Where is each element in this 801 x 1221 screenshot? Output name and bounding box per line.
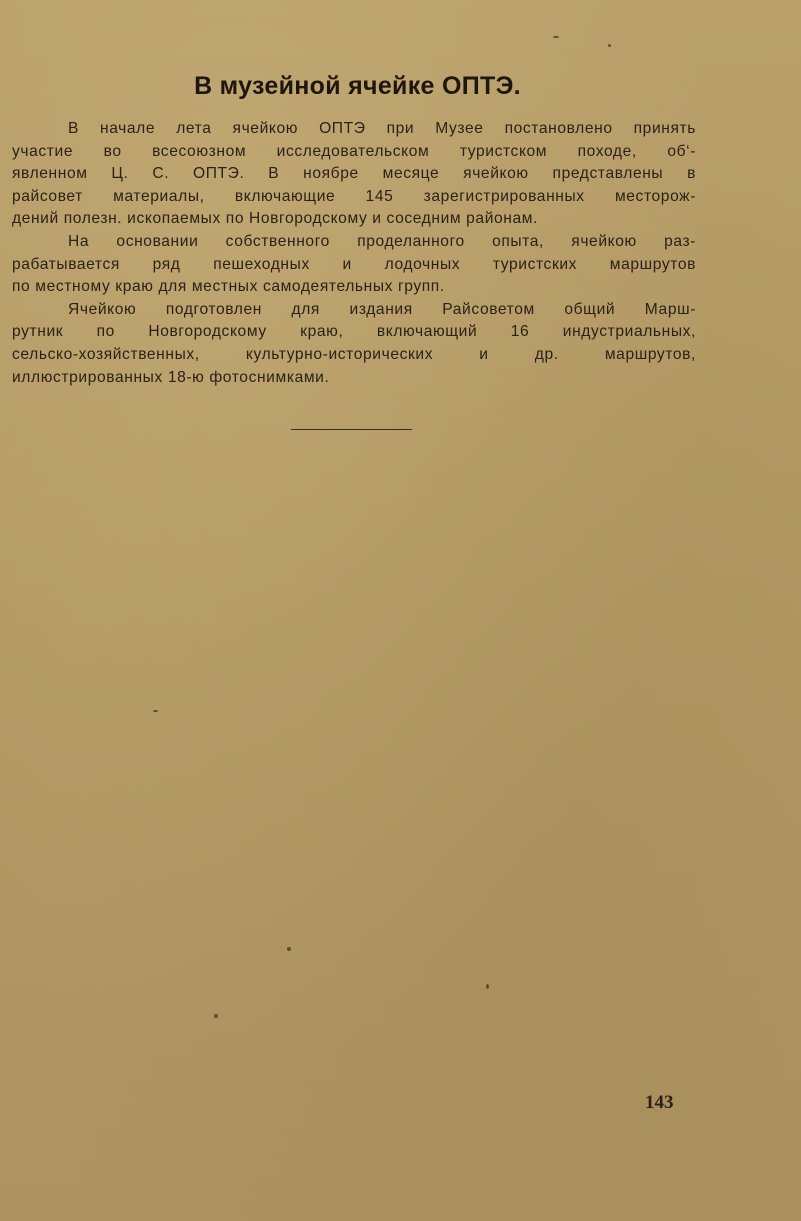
print-speck bbox=[287, 947, 291, 951]
text-line: рутник по Новгородскому краю, включающий 16 индустриальных, bbox=[12, 323, 696, 341]
text-line: Ячейкою подготовлен для издания Райсоветом общий Марш- bbox=[68, 300, 696, 318]
text-line: На основании собственного проделанного опыта, ячейкою раз- bbox=[68, 232, 696, 250]
text-line: сельско-хозяйственных, культурно-исторических и др. маршрутов, bbox=[12, 345, 696, 363]
print-speck bbox=[553, 36, 559, 38]
text-line: В начале лета ячейкою ОПТЭ при Музее постановлено принять bbox=[68, 120, 696, 137]
text-line: по местному краю для местных самодеятельных групп. bbox=[12, 278, 445, 296]
print-speck bbox=[486, 984, 489, 989]
page-number: 143 bbox=[645, 1092, 674, 1113]
text-line: рабатывается ряд пешеходных и лодочных туристских маршрутов bbox=[12, 255, 696, 273]
text-line: дений полезн. ископаемых по Новгородскому и соседним районам. bbox=[12, 210, 539, 228]
text-line: иллюстрированных 18-ю фотоснимками. bbox=[12, 368, 330, 386]
text-line: райсовет материалы, включающие 145 зарегистрированных месторож- bbox=[12, 187, 696, 205]
page-title: В музейной ячейке ОПТЭ. bbox=[194, 72, 521, 100]
text-line: явленном Ц. С. ОПТЭ. В ноябре месяце ячейкою представлены в bbox=[12, 165, 696, 183]
section-divider bbox=[291, 429, 412, 430]
print-speck bbox=[608, 44, 611, 47]
print-speck bbox=[153, 710, 158, 712]
article-body bbox=[12, 118, 696, 389]
print-speck bbox=[214, 1014, 218, 1018]
text-line: участие во всесоюзном исследовательском туристском походе, об‘- bbox=[12, 142, 696, 160]
